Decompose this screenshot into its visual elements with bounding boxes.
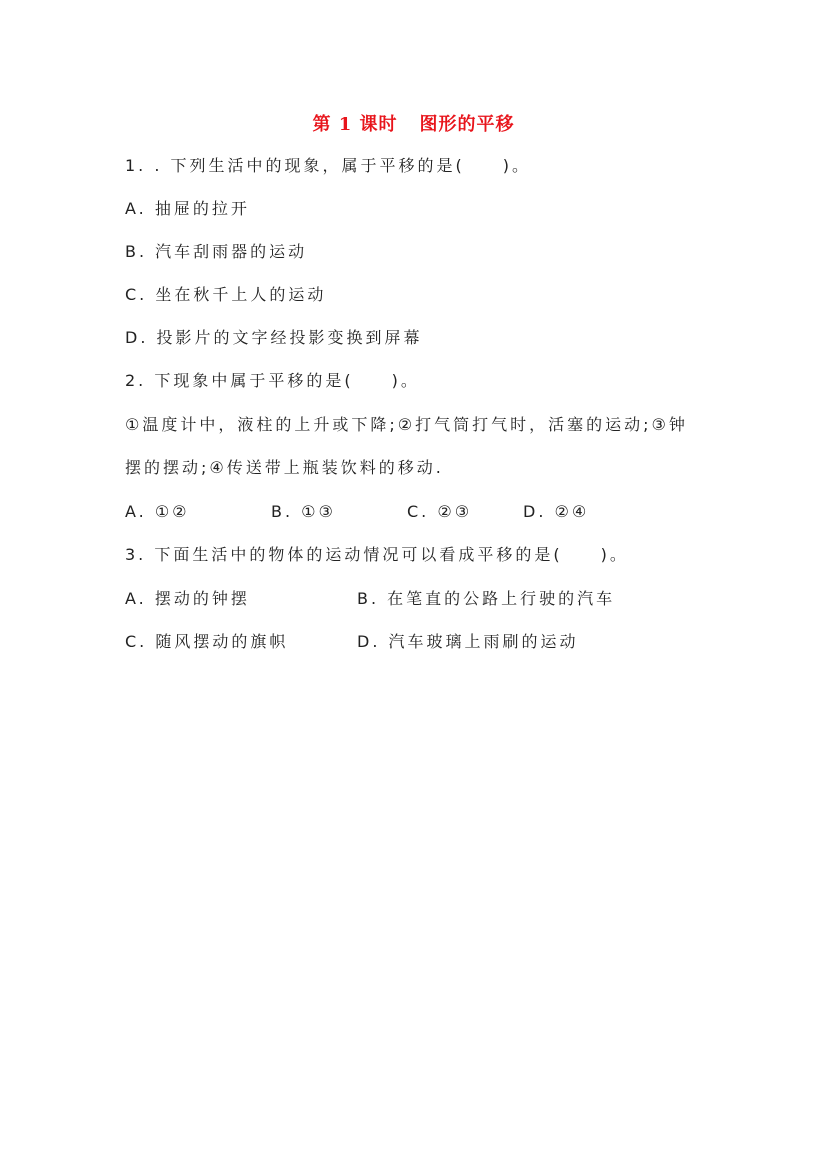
question-1-option-c: C. 坐在秋千上人的运动 [125,285,327,304]
question-2-stem: 2. 下现象中属于平移的是( )。 [125,371,420,390]
question-2-option-c: C. ②③ [407,502,473,521]
question-3-stem: 3. 下面生活中的物体的运动情况可以看成平移的是( )。 [125,545,629,564]
lesson-number: 第 1 课时 [312,114,398,135]
question-2-option-a: A. ①② [125,502,190,521]
question-2-description-line-1: ①温度计中，液柱的上升或下降;②打气筒打气时，活塞的运动;③钟 [125,415,688,434]
question-3-option-a: A. 摆动的钟摆 [125,589,250,608]
question-1-option-a: A. 抽屉的拉开 [125,199,250,218]
question-2-option-d: D. ②④ [523,502,590,521]
question-2-option-b: B. ①③ [271,502,336,521]
question-2-description-line-2: 摆的摆动;④传送带上瓶装饮料的移动. [125,458,444,477]
question-3-option-c: C. 随风摆动的旗帜 [125,632,289,651]
lesson-topic: 图形的平移 [419,114,515,135]
question-1-option-d: D. 投影片的文字经投影变换到屏幕 [125,328,423,347]
question-3-option-b: B. 在笔直的公路上行驶的汽车 [357,589,616,608]
question-1-option-b: B. 汽车刮雨器的运动 [125,242,308,261]
lesson-title [0,110,827,136]
question-1-stem: 1. . 下列生活中的现象，属于平移的是( )。 [125,156,532,175]
question-3-option-d: D. 汽车玻璃上雨刷的运动 [357,632,579,651]
